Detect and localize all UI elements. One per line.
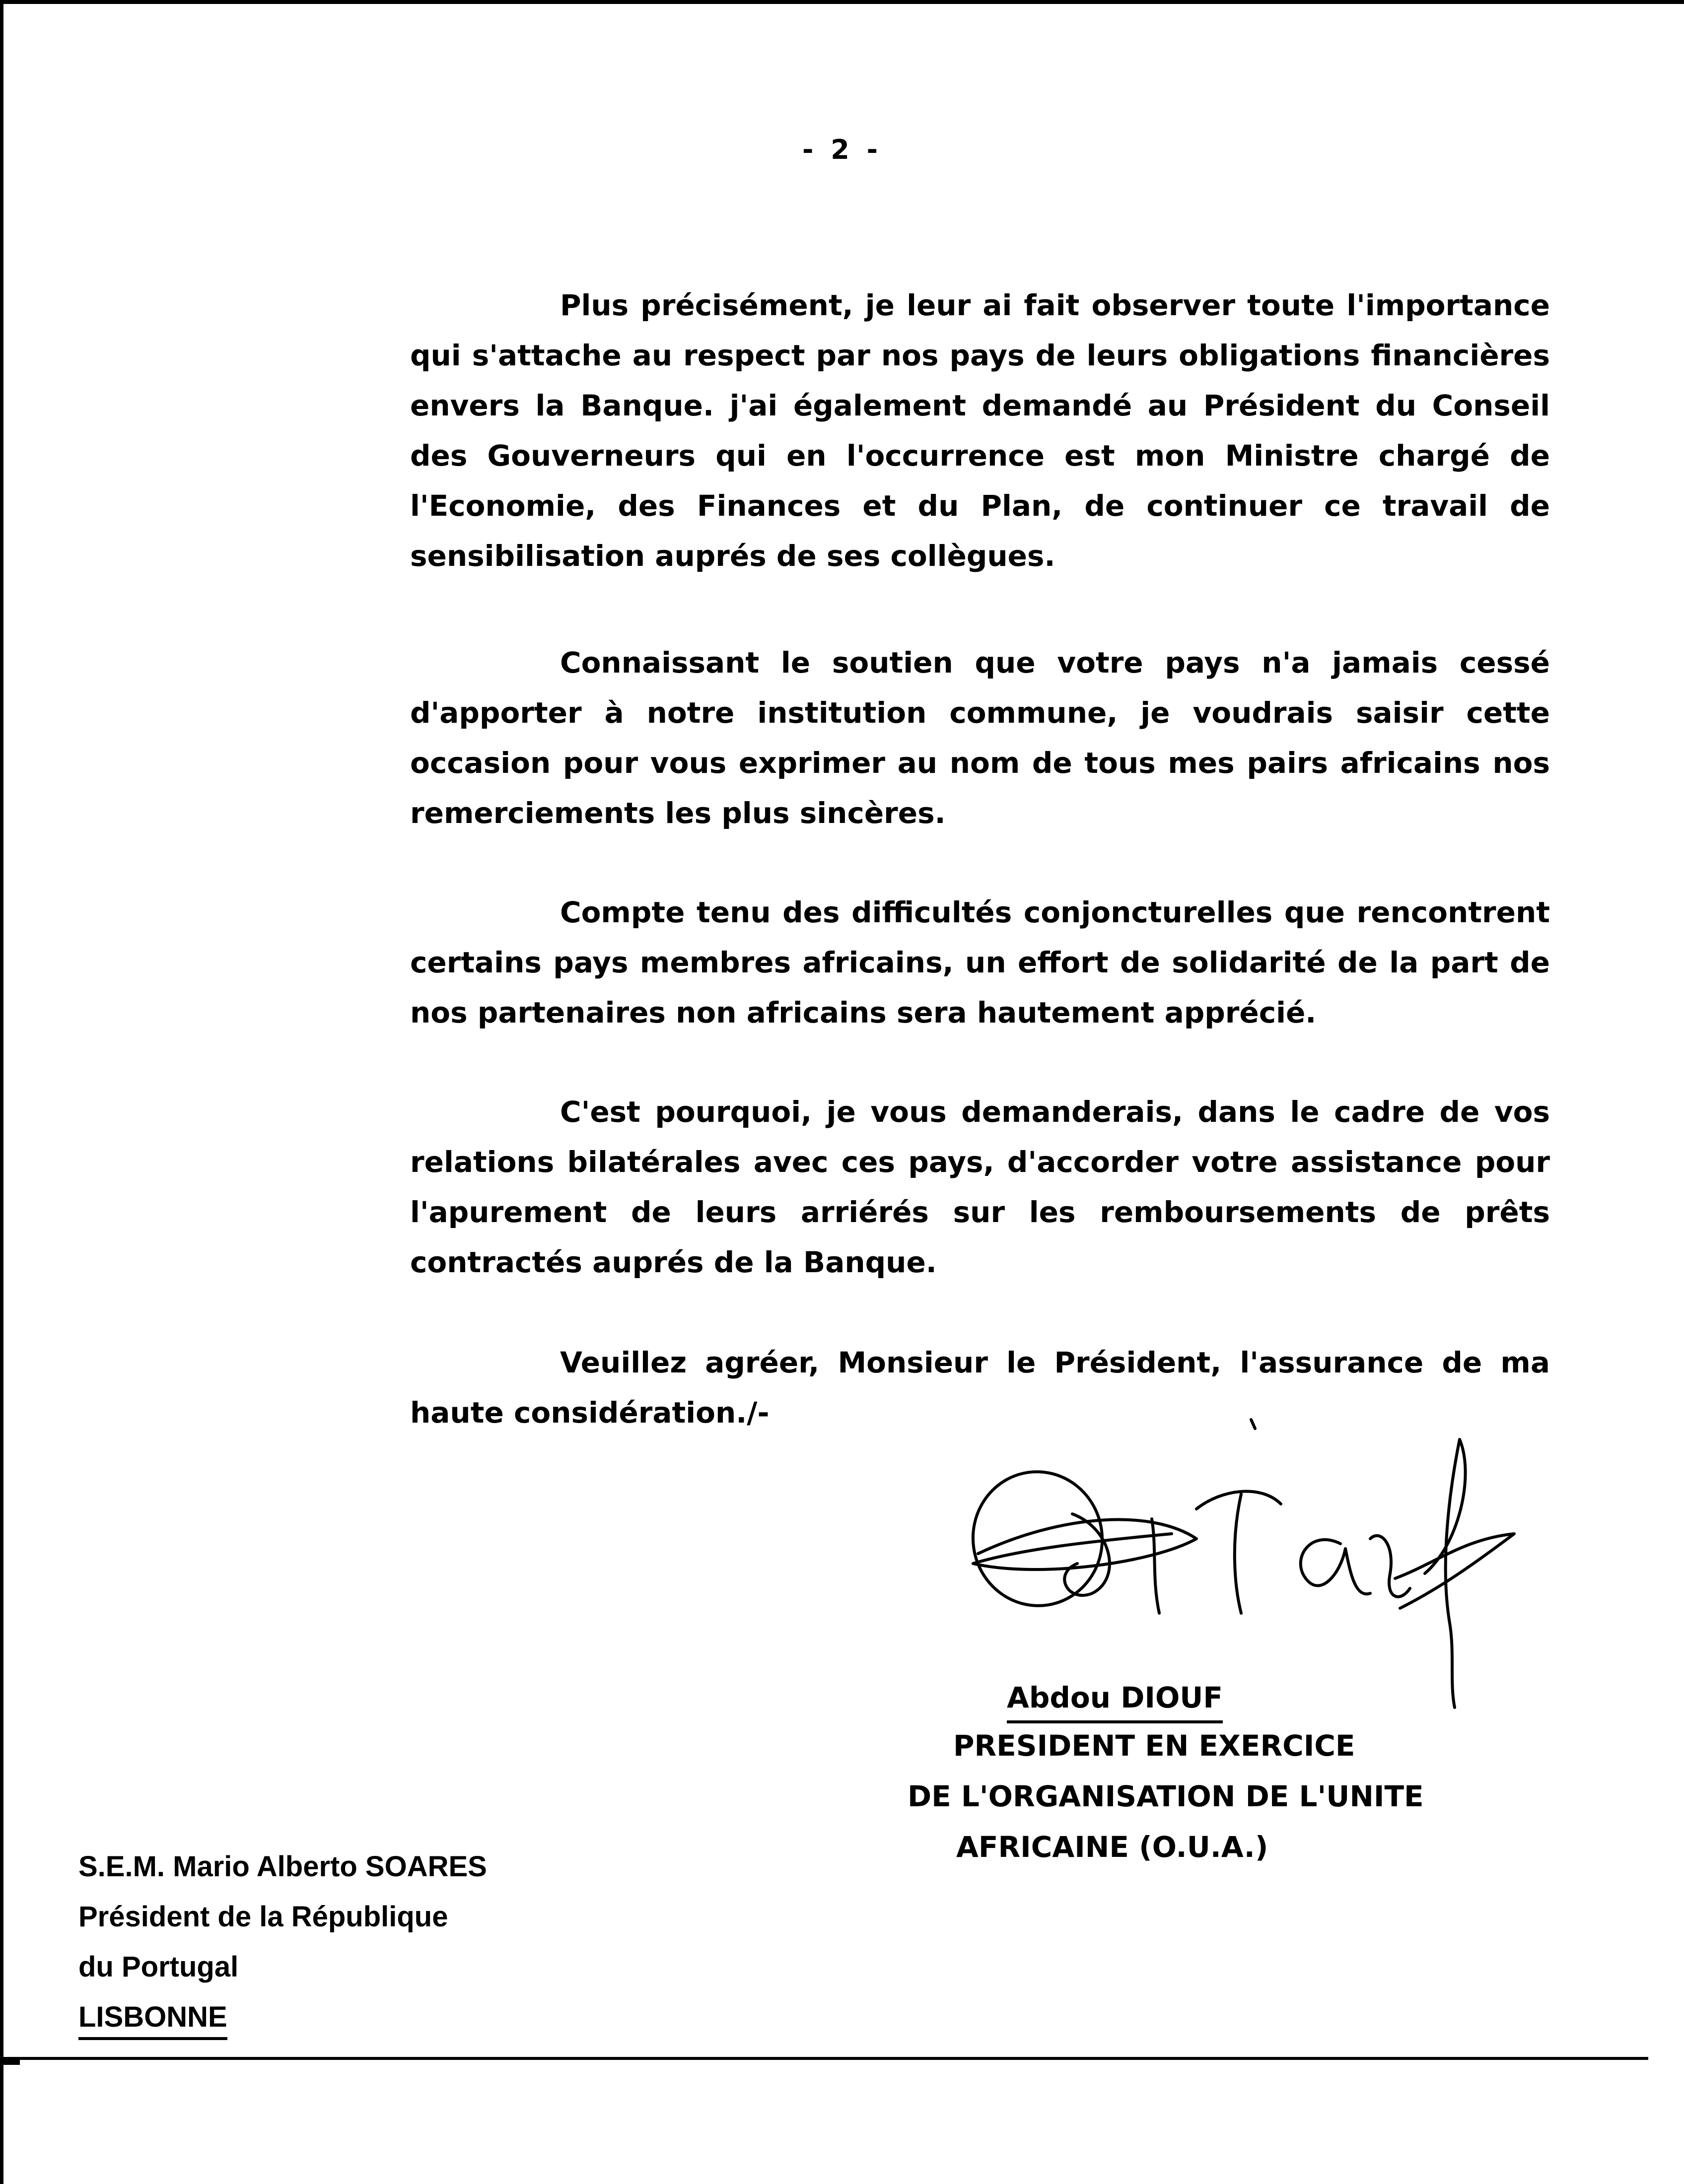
paragraph-4: C'est pourquoi, je vous demanderais, dans le cadre de vos relations bilatérales avec ces pays, d'accorder votre assistance pour l'apurement de leurs arriérés sur les remboursements de prêts contractés auprés de la Banque.	[410, 1095, 1550, 1279]
left-border-rule	[0, 0, 3, 2184]
addressee-country: du Portugal	[78, 1951, 239, 1983]
paragraph-2: Connaissant le soutien que votre pays n'a jamais cessé d'apporter à notre institution commune, je voudrais saisir cette occasion pour vous exprimer au nom de tous mes pairs africains nos remerciements les plus sincères.	[410, 646, 1550, 830]
page-number: - 2 -	[802, 134, 882, 165]
paragraph-3: Compte tenu des difficultés conjoncturelles que rencontrent certains pays membres africains, un effort de solidarité de la part de nos partenaires non africains sera hautement apprécié.	[410, 895, 1550, 1029]
signatory-name: Abdou DIOUF	[1007, 1678, 1223, 1723]
bottom-border-corner	[0, 2057, 20, 2065]
signatory-title-line-1: PRESIDENT EN EXERCICE	[953, 1729, 1355, 1763]
letter-body	[410, 280, 1550, 1438]
handwritten-signature	[963, 1415, 1559, 1712]
paragraph-5: Veuillez agréer, Monsieur le Président, l'assurance de ma haute considération./-	[410, 1346, 1550, 1430]
top-border-rule	[0, 0, 1684, 4]
bottom-border-rule	[0, 2057, 1648, 2060]
addressee-title: Président de la République	[78, 1901, 448, 1933]
addressee-city: LISBONNE	[78, 1999, 227, 2040]
signatory-title-line-2: DE L'ORGANISATION DE L'UNITE	[908, 1779, 1424, 1813]
paragraph-1: Plus précisément, je leur ai fait observer toute l'importance qui s'attache au respect par nos pays de leurs obligations financières envers la Banque. j'ai également demandé au Président du Conseil des Gouverneurs qui en l'occurrence est mon Ministre chargé de l'Economie, des Finances et du Plan, de continuer ce travail de sensibilisation auprés de ses collègues.	[410, 288, 1550, 573]
addressee-name: S.E.M. Mario Alberto SOARES	[78, 1850, 487, 1883]
signatory-title-line-3: AFRICAINE (O.U.A.)	[956, 1830, 1268, 1864]
addressee-block	[78, 1842, 487, 2042]
